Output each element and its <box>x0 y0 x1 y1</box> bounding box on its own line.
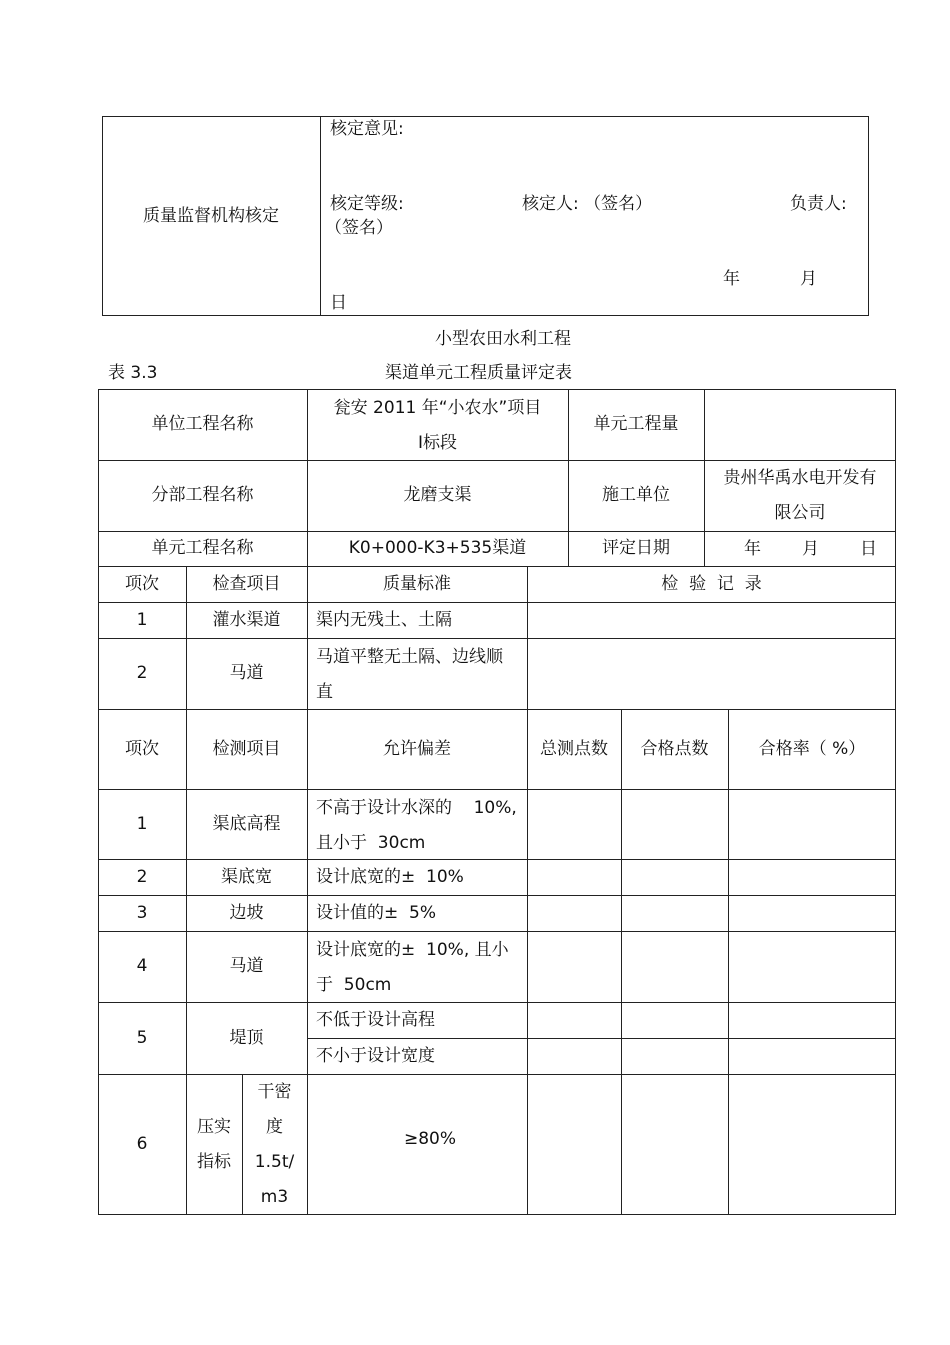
element-label: 单元工程名称 <box>151 538 254 558</box>
measure-header-tolerance: 允许偏差 <box>383 738 451 759</box>
unit-project-label: 单位工程名称 <box>151 414 254 434</box>
measure-tolerance-line1: 不高于设计水深的 10%, <box>316 798 517 818</box>
table-title: 渠道单元工程质量评定表 <box>385 363 572 383</box>
unit-quantity-label: 单元工程量 <box>593 414 679 434</box>
element-value: K0+000-K3+535渠道 <box>348 538 527 558</box>
dry-density <box>242 1074 307 1215</box>
review-day: 日 <box>330 293 347 313</box>
measure-header-total-points: 总测点数 <box>540 738 608 759</box>
inspection-header-no: 项次 <box>125 573 159 594</box>
table-row: 6 <box>136 1134 148 1154</box>
compaction-index-line1: 压实 <box>197 1116 231 1137</box>
review-year: 年 <box>723 269 740 289</box>
reviewer-signature: 核定人: （签名） <box>522 194 653 214</box>
measure-tolerance <box>307 933 527 1002</box>
contractor-value-line2: 限公司 <box>774 503 826 523</box>
date-day: 日 <box>860 539 877 559</box>
measure-item: 渠底宽 <box>221 866 272 887</box>
dry-density-line4: m3 <box>260 1186 289 1207</box>
table-row: 2 <box>136 866 148 887</box>
dry-density-line1: 干密 <box>257 1081 292 1102</box>
measure-tolerance: 设计值的± 5% <box>316 902 437 923</box>
table-row: 1 <box>136 813 148 834</box>
table-number: 表 3.3 <box>108 363 158 383</box>
compaction-index-line2: 指标 <box>197 1151 231 1172</box>
inspection-item: 灌水渠道 <box>212 609 281 630</box>
inspection-standard: 渠内无残土、土隔 <box>316 609 452 630</box>
opinion-label: 核定意见: <box>330 119 404 139</box>
measure-item: 堤顶 <box>229 1027 264 1048</box>
measure-tolerance: 设计底宽的± 10% <box>316 866 464 887</box>
measure-item: 渠底高程 <box>212 813 281 834</box>
inspection-header-standard: 质量标准 <box>383 573 451 594</box>
table-row: 2 <box>136 663 148 683</box>
measure-header-pass-rate: 合格率（ %） <box>758 738 866 759</box>
measure-tolerance-line2: 于 50cm <box>316 975 392 995</box>
grade-label: 核定等级: <box>330 194 404 214</box>
unit-project-value-line1: 瓮安 2011 年“小农水”项目 <box>333 397 542 418</box>
project-title: 小型农田水利工程 <box>435 329 571 349</box>
table-row: 4 <box>136 956 148 976</box>
responsible-signature: （签名） <box>325 218 393 238</box>
review-month: 月 <box>800 269 817 289</box>
inspection-header-item: 检查项目 <box>212 573 281 594</box>
compaction-index <box>186 1074 242 1215</box>
table-row: 5 <box>136 1027 148 1048</box>
supervision-label: 质量监督机构核定 <box>143 205 279 226</box>
sub-project-value: 龙磨支渠 <box>403 485 472 505</box>
date-year: 年 <box>744 539 761 559</box>
sub-project-label: 分部工程名称 <box>151 485 254 505</box>
unit-project-value <box>307 391 568 460</box>
unit-project-value-line2: Ⅰ标段 <box>417 432 457 453</box>
inspection-header-record: 检 验 记 录 <box>661 573 762 594</box>
compaction-tolerance: ≥80% <box>404 1129 457 1149</box>
date-label: 评定日期 <box>602 538 670 558</box>
measure-item: 马道 <box>229 956 264 976</box>
date-month: 月 <box>802 539 819 559</box>
divider <box>320 116 321 316</box>
measure-tolerance <box>307 791 527 859</box>
dry-density-line3: 1.5t/ <box>254 1151 295 1172</box>
contractor-value-line1: 贵州华禹水电开发有 <box>723 468 877 488</box>
table-row: 1 <box>136 609 148 630</box>
inspection-item: 马道 <box>229 663 264 683</box>
contractor-value <box>704 461 896 531</box>
measure-tolerance: 不小于设计宽度 <box>316 1045 435 1066</box>
measure-item: 边坡 <box>229 902 264 923</box>
inspection-standard-line2: 直 <box>316 682 333 702</box>
measure-tolerance: 不低于设计高程 <box>316 1009 435 1030</box>
measure-header-pass-points: 合格点数 <box>640 738 709 759</box>
responsible-label: 负责人: <box>790 194 847 214</box>
table-row: 3 <box>136 902 148 923</box>
inspection-standard <box>307 640 527 709</box>
unit-quantity-value <box>704 389 896 460</box>
measure-tolerance-line2: 且小于 30cm <box>316 833 426 853</box>
inspection-standard-line1: 马道平整无土隔、边线顺 <box>316 647 503 667</box>
contractor-label: 施工单位 <box>602 485 670 505</box>
measure-header-no: 项次 <box>125 738 159 759</box>
measure-tolerance-line1: 设计底宽的± 10%, 且小 <box>316 940 509 960</box>
measure-header-item: 检测项目 <box>212 738 281 759</box>
dry-density-line2: 度 <box>266 1116 283 1137</box>
